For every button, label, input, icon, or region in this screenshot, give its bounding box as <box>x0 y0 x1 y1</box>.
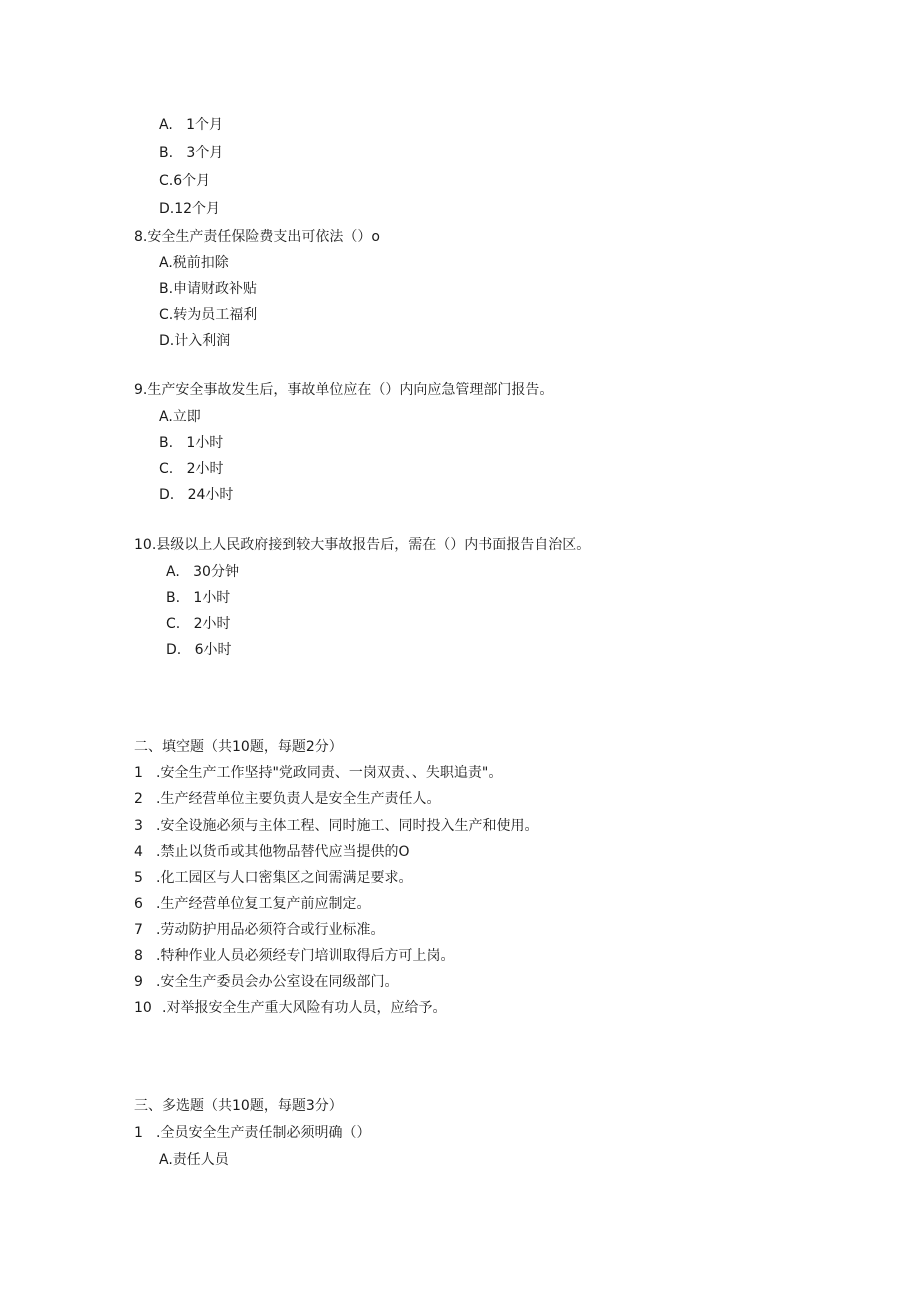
fill-item-1 <box>134 764 502 782</box>
q9-option-b: B. 1小时 <box>159 435 224 451</box>
fill-item-9 <box>134 973 398 991</box>
fill-item-text: .对举报安全生产重大风险有功人员，应给予。 <box>162 1000 447 1016</box>
q8-option-a: A.税前扣除 <box>159 255 229 271</box>
fill-item-text: .禁止以货币或其他物品替代应当提供的O <box>156 844 410 860</box>
fill-item-text: .劳动防护用品必须符合或行业标准。 <box>156 922 385 938</box>
q8-option-d: D.计入利润 <box>159 333 231 349</box>
fill-item-number: 8 <box>134 948 143 964</box>
q10-option-d: D. 6小时 <box>166 642 232 658</box>
fill-item-text: .特种作业人员必须经专门培训取得后方可上岗。 <box>156 948 455 964</box>
q9-option-d: D. 24小时 <box>159 487 234 503</box>
fill-item-number: 10 <box>134 1000 152 1016</box>
q7-option-b: B. 3个月 <box>159 145 224 161</box>
q7-option-a: A. 1个月 <box>159 117 224 133</box>
q9-stem: 9.生产安全事故发生后，事故单位应在（）内向应急管理部门报告。 <box>134 382 554 398</box>
fill-item-text: .安全生产委员会办公室设在同级部门。 <box>156 974 399 990</box>
fill-item-number: 2 <box>134 791 143 807</box>
fill-item-3 <box>134 817 538 835</box>
fill-item-number: 4 <box>134 844 143 860</box>
fill-item-number: 1 <box>134 765 143 781</box>
fill-item-text: .生产经营单位主要负责人是安全生产责任人。 <box>156 791 441 807</box>
q9-option-c: C. 2小时 <box>159 461 224 477</box>
fill-item-text: .生产经营单位复工复产前应制定。 <box>156 896 371 912</box>
fill-item-number: 5 <box>134 870 143 886</box>
q10-option-c: C. 2小时 <box>166 616 231 632</box>
fill-item-number: 3 <box>134 818 143 834</box>
q8-stem: 8.安全生产责任保险费支出可依法（）o <box>134 229 380 245</box>
fill-item-text: .安全设施必须与主体工程、同时施工、同时投入生产和使用。 <box>156 818 539 834</box>
q10-stem: 10.县级以上人民政府接到较大事故报告后，需在（）内书面报告自治区。 <box>134 537 591 553</box>
multi-question-number: 1 <box>134 1125 143 1141</box>
q10-option-b: B. 1小时 <box>166 590 231 606</box>
fill-item-4 <box>134 843 409 861</box>
fill-item-8 <box>134 947 454 965</box>
section2-heading: 二、填空题（共10题，每题2分） <box>134 739 343 755</box>
fill-item-10 <box>134 999 446 1017</box>
q8-option-b: B.申请财政补贴 <box>159 281 258 297</box>
fill-item-number: 6 <box>134 896 143 912</box>
q10-option-a: A. 30分钟 <box>166 564 239 580</box>
fill-item-6 <box>134 895 370 913</box>
fill-item-7 <box>134 921 384 939</box>
multi-q1-option-a: A.责任人员 <box>159 1152 229 1168</box>
fill-item-number: 9 <box>134 974 143 990</box>
section3-heading: 三、多选题（共10题，每题3分） <box>134 1098 343 1114</box>
fill-item-number: 7 <box>134 922 143 938</box>
q9-option-a: A.立即 <box>159 409 201 425</box>
fill-item-5 <box>134 869 412 887</box>
fill-item-text: .安全生产工作坚持"党政同责、一岗双责、、失职追责"。 <box>156 765 503 781</box>
multi-question-stem: .全员安全生产责任制必须明确（） <box>156 1125 371 1141</box>
fill-item-2 <box>134 790 440 808</box>
fill-item-text: .化工园区与人口密集区之间需满足要求。 <box>156 870 413 886</box>
q7-option-d: D.12个月 <box>159 201 221 217</box>
q7-option-c: C.6个月 <box>159 173 211 189</box>
q8-option-c: C.转为员工福利 <box>159 307 258 323</box>
multi-question-1 <box>134 1124 370 1142</box>
